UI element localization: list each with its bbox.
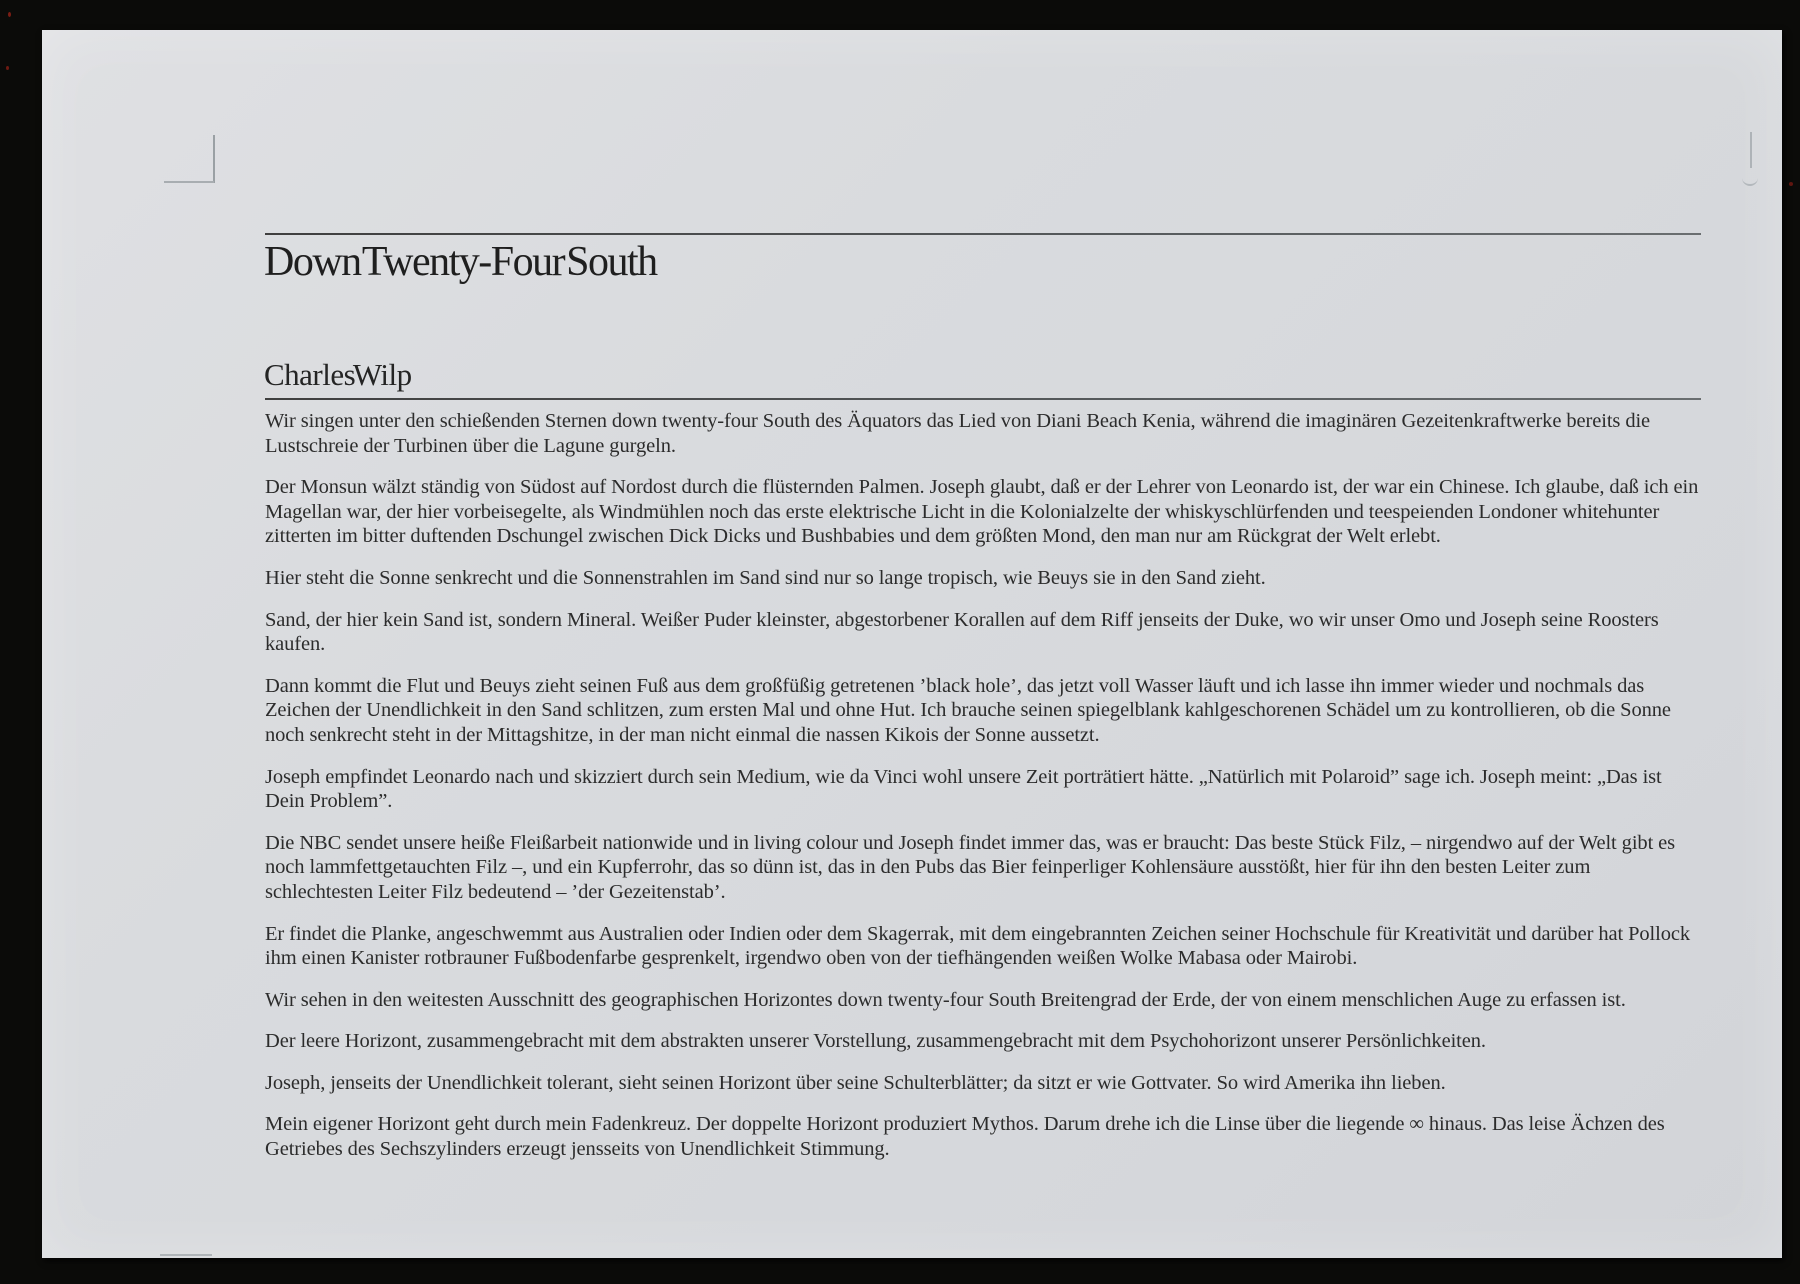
body-paragraph: Der leere Horizont, zusammengebracht mit dem abstrakten unserer Vorstellung, zusammengebracht mit dem Psychohorizont unserer Persönlichkeiten. [265,1030,1486,1053]
page-title: Down Twenty-Four South [264,239,657,285]
article-body [265,409,1702,1179]
dust-speck [1789,182,1793,186]
crop-mark-top-left-horizontal [164,181,214,183]
body-paragraph: Hier steht die Sonne senkrecht und die Sonnenstrahlen im Sand sind nur so lange tropisch, wie Beuys sie in den Sand zieht. [265,566,1266,589]
crop-mark-bottom-left [160,1254,212,1256]
author-rule [265,398,1701,400]
body-paragraph: Der Monsun wälzt ständig von Südost auf Nordost durch die flüsternden Palmen. Joseph glaubt, daß er der Lehrer von Leonardo ist, der war ein Chinese. Ich glaube, daß ich ein Magellan war, der hier vorbeisegelte, als Windmühlen noch das erste elektrische Licht in die Kolonialzelte der whiskyschlürfenden und teespeienden Londoner whitehunter zitterten im bitter duftenden Dschungel zwischen Dick Dicks und Bushbabies und dem größten Mond, den man nur am Rückgrat der Welt erlebt. [265,476,1699,548]
body-paragraph: Die NBC sendet unsere heiße Fleißarbeit nationwide und in living colour und Joseph findet immer das, was er braucht: Das beste Stück Filz, – nirgendwo auf der Welt gibt es noch lammfettgetauchten Filz –, und ein Kupferrohr, das so dünn ist, das in den Pubs das Bier feinperliger Kohlensäure ausstößt, hier für ihn den besten Leiter zum schlechtesten Leiter Filz bedeutend – ’der Gezeitenstab’. [265,831,1676,903]
title-rule [265,233,1701,235]
crop-mark-top-left-vertical [213,135,215,183]
dust-speck [6,66,9,70]
document-page [42,30,1782,1258]
body-paragraph: Joseph, jenseits der Unendlichkeit tolerant, sieht seinen Horizont über seine Schulterblätter; da sitzt er wie Gottvater. So wird Amerika ihn lieben. [265,1071,1446,1094]
body-paragraph: Dann kommt die Flut und Beuys zieht seinen Fuß aus dem großfüßig getretenen ’black hole’, das jetzt voll Wasser läuft und ich lasse ihn immer wieder und nochmals das Zeichen der Unendlichkeit in den Sand schlitzen, zum ersten Mal und ohne Hut. Ich brauche seinen spiegelblank kahlgeschorenen Schädel um zu kontrollieren, ob die Sonne noch senkrecht steht in der Mittagshitze, in der man nicht einmal die nassen Kikois der Sonne aussetzt. [265,674,1671,746]
body-paragraph: Wir sehen in den weitesten Ausschnitt des geographischen Horizontes down twenty-four South Breitengrad der Erde, der von einem menschlichen Auge zu erfassen ist. [265,988,1626,1011]
body-paragraph: Sand, der hier kein Sand ist, sondern Mineral. Weißer Puder kleinster, abgestorbener Korallen auf dem Riff jenseits der Duke, wo wir unser Omo und Joseph seine Roosters kaufen. [265,608,1659,656]
body-paragraph: Wir singen unter den schießenden Sternen down twenty-four South des Äquators das Lied von Diani Beach Kenia, während die imaginären Gezeitenkraftwerke bereits die Lustschreie der Turbinen über die Lagune gurgeln. [265,410,1651,457]
body-paragraph: Joseph empfindet Leonardo nach und skizziert durch sein Medium, wie da Vinci wohl unsere Zeit porträtiert hätte. „Natürlich mit Polaroid” sage ich. Joseph meint: „Das ist Dein Problem”. [265,765,1662,813]
author-name: Charles Wilp [264,357,412,392]
dust-speck [8,12,11,17]
body-paragraph: Er findet die Planke, angeschwemmt aus Australien oder Indien oder dem Skagerrak, mit dem eingebrannten Zeichen seiner Hochschule für Kreativität und darüber hat Pollock ihm einen Kanister rotbrauner Fußbodenfarbe gesprenkelt, irgendwo oben von der tiefhängenden weißen Wolke Mabasa oder Mairobi. [265,922,1691,970]
crop-mark-top-right-vertical [1750,132,1752,168]
body-paragraph: Mein eigener Horizont geht durch mein Fadenkreuz. Der doppelte Horizont produziert Mythos. Darum drehe ich die Linse über die liegende ∞ hinaus. Das leise Ächzen des Getriebes des Sechszylinders erzeugt jensseits von Unendlichkeit Stimmung. [265,1113,1665,1161]
crop-mark-top-right-curl [1742,174,1758,186]
